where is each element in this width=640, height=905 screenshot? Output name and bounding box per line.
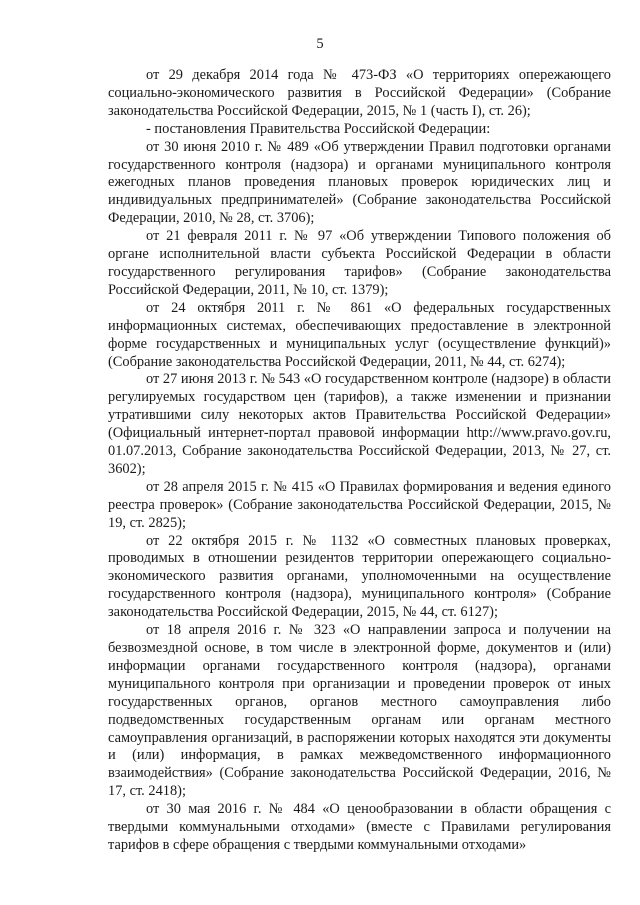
paragraph-law-473: от 29 декабря 2014 года № 473-ФЗ «О территориях опережающего социально-экономического развития в Российской Федерации» (Собрание законодательства Российской Федерации, 2015, № 1 (часть I), ст. 26); <box>108 67 611 119</box>
paragraph-resolution-489: от 30 июня 2010 г. № 489 «Об утверждении Правил подготовки органами государственного контроля (надзора) и органами муниципального контроля ежегодных планов проведения плановых проверок юридических лиц и индивидуальных предпринимателей» (Собрание законодательства Российской Федерации, 2010, № 28, ст. 3706); <box>108 138 611 227</box>
paragraph-resolution-484: от 30 мая 2016 г. № 484 «О ценообразовании в области обращения с твердыми коммунальными отходами» (вместе с Правилами регулирования тарифов в сфере обращения с твердыми коммунальными отходами» <box>108 801 611 853</box>
paragraph-resolution-543: от 27 июня 2013 г. № 543 «О государственном контроле (надзоре) в области регулируемых государством цен (тарифов), а также изменении и признании утратившими силу некоторых актов Правительства Российской Федерации» (Официальный интернет-портал правовой информации http://www.pravo.gov.ru, 01.07.2013, Собрание законодательства Российской Федерации, 2013, № 27, ст. 3602); <box>108 371 611 477</box>
page-number: 5 <box>316 36 324 52</box>
paragraph-resolution-323: от 18 апреля 2016 г. № 323 «О направлении запроса и получении на безвозмездной основе, в том числе в электронной форме, документов и (или) информации органами государственного контроля (надзора), органами муниципального контроля при организации и проведении проверок от иных государственных органов, органов местного самоуправления либо подведомственных государственным органам или органам местного самоуправления организаций, в распоряжении которых находятся эти документы и (или) информация, в рамках межведомственного информационного взаимодействия» (Собрание законодательства Российской Федерации, 2016, № 17, ст. 2418); <box>108 622 611 800</box>
paragraph-resolution-861: от 24 октября 2011 г. № 861 «О федеральных государственных информационных системах, обеспечивающих предоставление в электронной форме государственных и муниципальных услуг (осуществление функций)» (Собрание законодательства Российской Федерации, 2011, № 44, ст. 6274); <box>108 299 611 370</box>
document-body <box>108 67 611 855</box>
paragraph-resolution-415: от 28 апреля 2015 г. № 415 «О Правилах формирования и ведения единого реестра проверок» (Собрание законодательства Российской Федерации, 2015, № 19, ст. 2825); <box>108 478 611 531</box>
paragraph-resolution-97: от 21 февраля 2011 г. № 97 «Об утверждении Типового положения об органе исполнительной власти субъекта Российской Федерации в области государственного регулирования тарифов» (Собрание законодательства Российской Федерации, 2011, № 10, ст. 1379); <box>108 228 611 298</box>
paragraph-resolution-1132: от 22 октября 2015 г. № 1132 «О совместных плановых проверках, проводимых в отношении резидентов территории опережающего социально-экономического развития органами, уполномоченными на осуществление государственного контроля (надзора), муниципального контроля» (Собрание законодательства Российской Федерации, 2015, № 44, ст. 6127); <box>108 532 611 621</box>
paragraph-government-resolutions-heading: - постановления Правительства Российской Федерации: <box>146 120 491 137</box>
